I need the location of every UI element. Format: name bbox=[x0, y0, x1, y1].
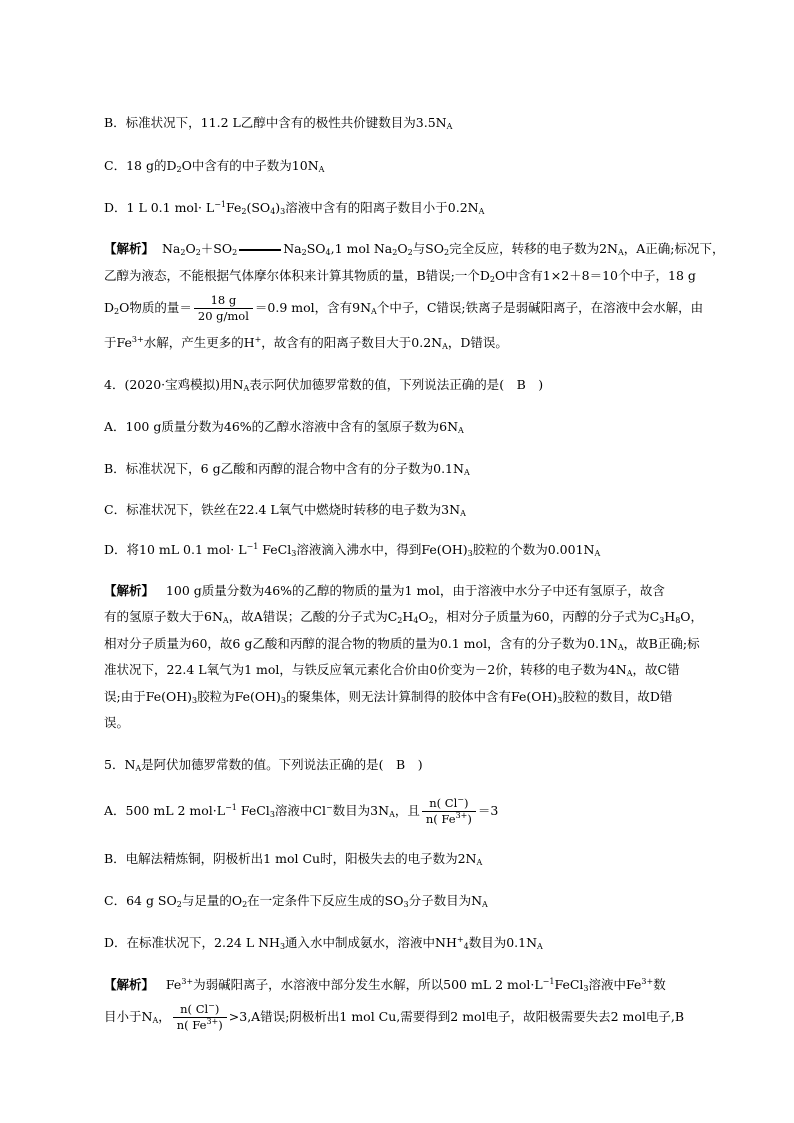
q4-analysis-line5: 误;由于$Fe(OH)_3$胶粒为$Fe(OH)_3$的聚集体，则无法计算制得的胶体中含有$Fe(OH)_3$胶粒的数目，故D错 bbox=[104, 689, 673, 705]
fraction-numerator: n( Cl−) bbox=[173, 1003, 227, 1018]
q5-stem: 5．$N_A$是阿伏加德罗常数的值。下列说法正确的是( B ) bbox=[104, 757, 423, 773]
q4-analysis-line6: 误。 bbox=[104, 715, 130, 730]
q3-option-b: B．标准状况下，11.2 L乙醇中含有的极性共价键数目为$3.5N_A$ bbox=[104, 115, 453, 131]
fraction-denominator: n( $Fe^{3+}$) bbox=[176, 1017, 223, 1032]
q3-option-d: D．1 L 0.1 $mol\cdot L^{-1}Fe_2(SO_4)_3$溶液中含有的阳离子数目小于$0.2N_A$ bbox=[104, 200, 485, 216]
q3-analysis-line2: 乙醇为液态，不能根据气体摩尔体积来计算其物质的量，B错误;一个$D_2O$中含有1×2＋8＝10个中子，18 g bbox=[104, 268, 696, 284]
analysis-tag: 【解析】 bbox=[104, 241, 155, 256]
fraction-denominator: 20 g/mol bbox=[197, 309, 249, 323]
q4-analysis-line4: 准状况下，22.4 L氧气为1 mol，与铁反应氧元素化合价由0价变为－2价，转移的电子数为$4N_A$，故C错 bbox=[104, 662, 680, 678]
fraction-numerator: n( Cl−) bbox=[422, 797, 476, 812]
fraction-numerator: 18 g bbox=[194, 294, 253, 309]
q4-option-b: B．标准状况下，6 g乙酸和丙醇的混合物中含有的分子数为$0.1N_A$ bbox=[104, 461, 470, 477]
q4-option-d: D．将10 mL 0.1 $mol\cdot L^{-1}$ FeCl$_3$溶液滴入沸水中，得到$Fe(OH)_3$胶粒的个数为$0.001N_A$ bbox=[104, 542, 601, 558]
q5-analysis-line1: 【解析】 $Fe^{3+}$为弱碱阳离子，水溶液中部分发生水解，所以500 mL 2 $mol\cdot L^{-1}FeCl_3$溶液中$Fe^{3+}$数 bbox=[104, 977, 666, 993]
q4-analysis-line1: 【解析】 100 g质量分数为46%的乙醇的物质的量为1 mol，由于溶液中水分子中还有氢原子，故含 bbox=[104, 583, 665, 598]
q5-option-b: B．电解法精炼铜，阴极析出1 mol Cu时，阳极失去的电子数为$2N_A$ bbox=[104, 851, 483, 867]
fraction bbox=[194, 294, 253, 323]
q4-analysis-line3: 相对分子质量为60，故6 g乙酸和丙醇的混合物的物质的量为0.1 mol，含有的分子数为$0.1N_A$，故B正确;标 bbox=[104, 636, 700, 652]
q4-stem: 4．(2020·宝鸡模拟)用$N_A$表示阿伏加德罗常数的值，下列说法正确的是( B ) bbox=[104, 377, 544, 393]
q3-analysis-line3: $D_2O$物质的量＝ $\frac{18 g}{\text{20 g/mol}}$ ＝0.9 mol，含有$9N_A$个中子，C错误;铁离子是弱碱阳离子，在溶液中会水解，由 bbox=[104, 293, 704, 323]
q3-analysis-line4: 于$Fe^{3+}$水解，产生更多的H+，故含有的阳离子数目大于$0.2N_A$，D错误。 bbox=[104, 335, 508, 351]
q4-analysis-line2: 有的氢原子数大于$6N_A$，故A错误；乙酸的分子式为$C_2H_4O_2$，相对分子质量为60，丙醇的分子式为$C_3H_8O$， bbox=[104, 609, 704, 625]
q4-option-a: A．100 g质量分数为46%的乙醇水溶液中含有的氢原子数为$6N_A$ bbox=[104, 419, 464, 435]
fraction-denominator: n( $Fe^{3+}$) bbox=[425, 811, 472, 826]
q5-analysis-line2: 目小于$N_A$， $\frac{n( Cl^-)}{n( Fe^{3+})}$ >3,A错误;阴极析出1 mol Cu,需要得到2 mol电子，故阳极需要失去2 mol电子,B bbox=[104, 1001, 685, 1032]
fraction bbox=[422, 797, 476, 826]
q3-analysis-line1: 【解析】 $Na_2O_2+SO_2$ $Na_2SO_4,1$ mol $Na_2O_2$与$SO_2$完全反应，转移的电子数为$2N_A$，A正确;标况下， bbox=[104, 241, 725, 257]
q3-option-c: C．18 g的$D_2O$中含有的中子数为$10N_A$ bbox=[104, 158, 325, 174]
q4-option-c: C．标准状况下，铁丝在22.4 L氧气中燃烧时转移的电子数为$3N_A$ bbox=[104, 502, 466, 518]
reaction-arrow bbox=[239, 249, 281, 251]
q5-option-a: A．500 mL 2 $mol\cdot L^{-1}$ FeCl$_3$溶液中Cl−数目为$3N_A$，且 $\frac{n( Cl^-)}{n( Fe^{3+})}$ ＝3 bbox=[104, 795, 499, 826]
analysis-tag: 【解析】 bbox=[104, 583, 155, 598]
q5-option-c: C．64 g $SO_2$与足量的$O_2$在一定条件下反应生成的$SO_3$分子数目为$N_A$ bbox=[104, 893, 488, 909]
analysis-tag: 【解析】 bbox=[104, 977, 155, 992]
fraction bbox=[173, 1003, 227, 1032]
q5-option-d: D．在标准状况下，2.24 L $NH_3$通入水中制成氨水，溶液中$NH^+_4$数目为$0.1N_A$ bbox=[104, 935, 543, 951]
